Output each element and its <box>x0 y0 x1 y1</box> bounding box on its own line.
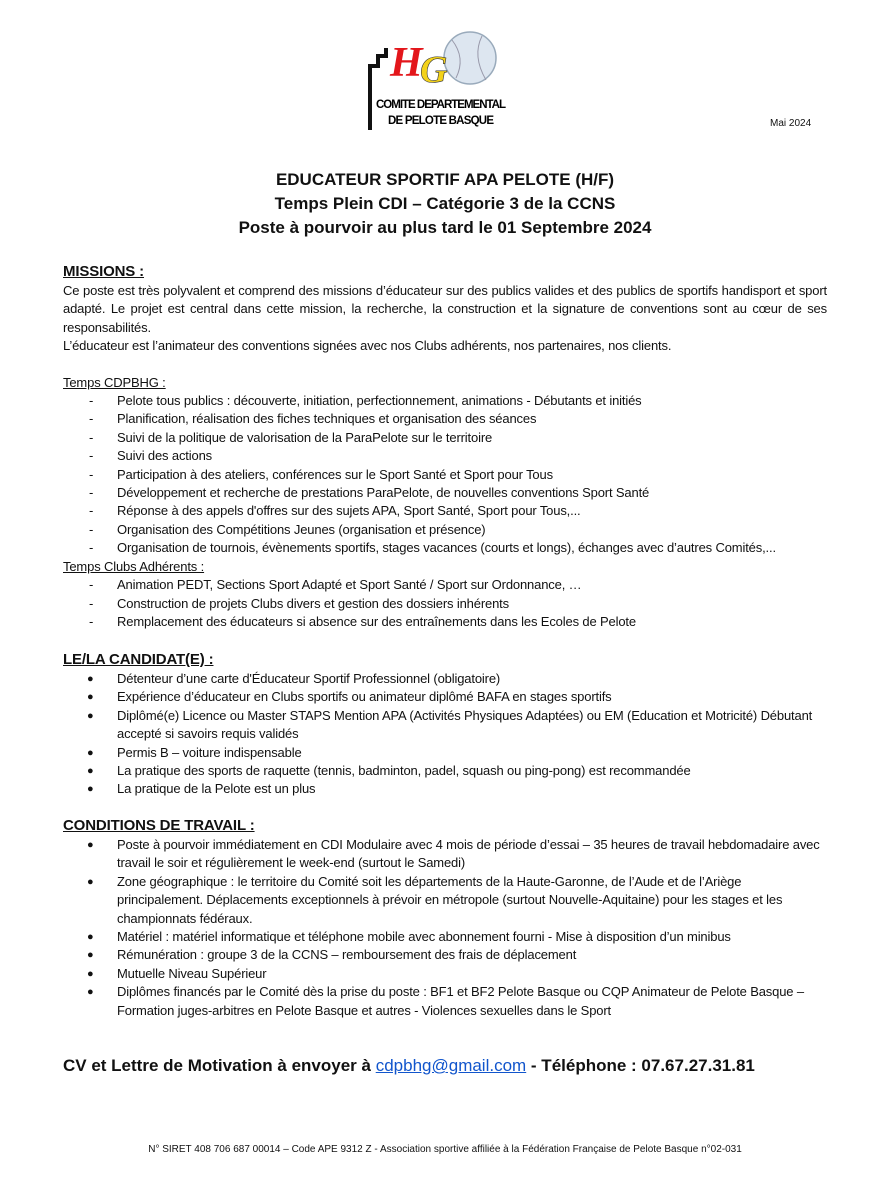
contact-phone: - Téléphone : 07.67.27.31.81 <box>526 1056 755 1075</box>
contact-prefix: CV et Lettre de Motivation à envoyer à <box>63 1056 376 1075</box>
job-title: EDUCATEUR SPORTIF APA PELOTE (H/F) <box>275 170 615 189</box>
list-item-text: La pratique de la Pelote est un plus <box>117 781 316 797</box>
list-item <box>63 521 827 539</box>
bullet-icon: ● <box>87 691 94 704</box>
missions-section <box>63 262 827 631</box>
list-item <box>63 983 827 1020</box>
conditions-heading: CONDITIONS DE TRAVAIL : <box>63 817 255 834</box>
list-item <box>63 410 827 428</box>
bullet-icon: ● <box>87 839 94 851</box>
dash-marker: - <box>89 613 94 629</box>
candidate-heading: LE/LA CANDIDAT(E) : <box>63 651 214 668</box>
list-item-text: Organisation de tournois, évènements sportifs, stages vacances (courts et longs), échanges avec d’autres Comités,... <box>117 540 776 556</box>
dash-marker: - <box>89 503 94 519</box>
missions-paragraph-2: L’éducateur est l’animateur des conventions signées avec nos Clubs adhérents, nos partenaires, nos clients. <box>63 338 672 354</box>
list-item <box>63 946 827 964</box>
start-date: Poste à pourvoir au plus tard le 01 Septembre 2024 <box>238 218 652 237</box>
list-item-text: Diplômes financés par le Comité dès la prise du poste : BF1 et BF2 Pelote Basque ou CQP Animateur de Pelote Basque – Formation juges-arbitres en Pelote Basque et autres - Violences sexuelles dans le Sport <box>117 984 804 1018</box>
dash-marker: - <box>89 411 94 427</box>
missions-paragraph: Ce poste est très polyvalent et comprend des missions d’éducateur sur des publics valides et des publics de sportifs handisport et sport adapté. Le projet est central dans cette mission, la recherche, la construction et la signature de conventions sont au cœur de ses responsabilités. <box>63 283 827 335</box>
list-item <box>63 502 827 520</box>
svg-text:DE PELOTE BASQUE: DE PELOTE BASQUE <box>388 115 494 127</box>
list-item <box>63 466 827 484</box>
list-item <box>63 447 827 465</box>
dash-marker: - <box>89 595 94 611</box>
email-link[interactable]: cdpbhg@gmail.com <box>375 1056 527 1075</box>
list-item <box>63 392 827 410</box>
list-item <box>63 836 827 873</box>
dash-marker: - <box>89 540 94 556</box>
list-item-text: Organisation des Compétitions Jeunes (organisation et présence) <box>117 521 486 537</box>
list-item-text: Rémunération : groupe 3 de la CCNS – remboursement des frais de déplacement <box>117 947 577 963</box>
list-item-text: Matériel : matériel informatique et téléphone mobile avec abonnement fourni - Mise à disposition d’un minibus <box>117 929 731 945</box>
cdpbhg-list <box>63 392 827 558</box>
bullet-icon: ● <box>87 765 94 778</box>
clubs-list <box>63 576 827 631</box>
dash-marker: - <box>89 521 94 537</box>
list-item-text: La pratique des sports de raquette (tennis, badminton, padel, squash ou ping-pong) est recommandée <box>117 763 691 779</box>
list-item-text: Animation PEDT, Sections Sport Adapté et Sport Santé / Sport sur Ordonnance, … <box>117 577 582 593</box>
list-item <box>63 707 827 744</box>
svg-text:COMITE DEPARTEMENTAL: COMITE DEPARTEMENTAL <box>376 99 506 111</box>
bullet-icon: ● <box>87 673 94 685</box>
dash-marker: - <box>89 429 94 445</box>
bullet-icon: ● <box>87 931 94 944</box>
bullet-icon: ● <box>87 986 94 999</box>
job-title-block <box>0 168 890 240</box>
dash-marker: - <box>89 577 94 593</box>
svg-text:H: H <box>390 40 423 86</box>
candidate-section <box>63 650 827 799</box>
dash-marker: - <box>89 466 94 482</box>
list-item-text: Expérience d’éducateur en Clubs sportifs ou animateur diplômé BAFA en stages sportifs <box>117 689 612 705</box>
list-item <box>63 595 827 613</box>
list-item-text: Suivi de la politique de valorisation de la ParaPelote sur le territoire <box>117 429 493 445</box>
list-item <box>63 780 827 798</box>
list-item <box>63 429 827 447</box>
list-item-text: Zone géographique : le territoire du Comité soit les départements de la Haute-Garonne, de l’Aude et de l’Ariège principalement. Déplacements exceptionnels à prévoir en métropole (surtout Nouvelle-Aquitaine) pour les stages et les championnats fédéraux. <box>117 873 783 926</box>
list-item-text: Mutuelle Niveau Supérieur <box>117 965 267 981</box>
list-item-text: Poste à pourvoir immédiatement en CDI Modulaire avec 4 mois de période d’essai – 35 heures de travail hebdomadaire avec travail le soir et régulièrement le week-end (surtout le Samedi) <box>117 837 820 871</box>
dash-marker: - <box>89 485 94 501</box>
list-item-text: Participation à des ateliers, conférences sur le Sport Santé et Sport pour Tous <box>117 466 553 482</box>
list-item <box>63 744 827 762</box>
bullet-icon: ● <box>87 783 94 796</box>
list-item <box>63 484 827 502</box>
list-item <box>63 873 827 928</box>
svg-text:G: G <box>420 49 448 91</box>
document-date: Mai 2024 <box>770 118 812 129</box>
list-item-text: Réponse à des appels d'offres sur des sujets APA, Sport Santé, Sport pour Tous,... <box>117 503 581 519</box>
dash-marker: - <box>89 393 94 409</box>
list-item <box>63 613 827 631</box>
conditions-list <box>63 836 827 1020</box>
contact-line <box>63 1056 755 1076</box>
list-item <box>63 762 827 780</box>
clubs-subheading: Temps Clubs Adhérents : <box>63 558 205 574</box>
list-item <box>63 670 827 688</box>
bullet-icon: ● <box>87 875 94 888</box>
bullet-icon: ● <box>87 949 94 962</box>
cdpbhg-subheading: Temps CDPBHG : <box>63 374 166 390</box>
dash-marker: - <box>89 448 94 464</box>
list-item-text: Détenteur d’une carte d'Éducateur Sportif Professionnel (obligatoire) <box>117 671 501 686</box>
list-item-text: Planification, réalisation des fiches techniques et organisation des séances <box>117 411 537 427</box>
list-item-text: Construction de projets Clubs divers et gestion des dossiers inhérents <box>117 595 509 611</box>
bullet-icon: ● <box>87 709 94 722</box>
missions-heading: MISSIONS : <box>63 263 145 280</box>
list-item <box>63 576 827 594</box>
list-item-text: Permis B – voiture indispensable <box>117 744 302 760</box>
list-item-text: Développement et recherche de prestations ParaPelote, de nouvelles conventions Sport Santé <box>117 485 650 501</box>
contract-type: Temps Plein CDI – Catégorie 3 de la CCNS <box>274 194 616 213</box>
list-item <box>63 965 827 983</box>
list-item-text: Pelote tous publics : découverte, initiation, perfectionnement, animations - Débutants et initiés <box>117 393 642 409</box>
bullet-icon: ● <box>87 967 94 980</box>
list-item <box>63 539 827 557</box>
conditions-section <box>63 816 827 1020</box>
committee-logo <box>366 26 516 136</box>
list-item <box>63 928 827 946</box>
list-item-text: Suivi des actions <box>117 448 213 464</box>
list-item-text: Remplacement des éducateurs si absence sur des entraînements dans les Ecoles de Pelote <box>117 613 636 629</box>
list-item-text: Diplômé(e) Licence ou Master STAPS Mention APA (Activités Physiques Adaptées) ou EM (Education et Motricité) Débutant accepté si savoirs requis validés <box>117 707 813 742</box>
footer-legal: N° SIRET 408 706 687 00014 – Code APE 9312 Z - Association sportive affiliée à la Fédération Française de Pelote Basque n°02-031 <box>148 1144 742 1155</box>
list-item <box>63 688 827 706</box>
bullet-icon: ● <box>87 746 94 759</box>
candidate-list <box>63 670 827 799</box>
